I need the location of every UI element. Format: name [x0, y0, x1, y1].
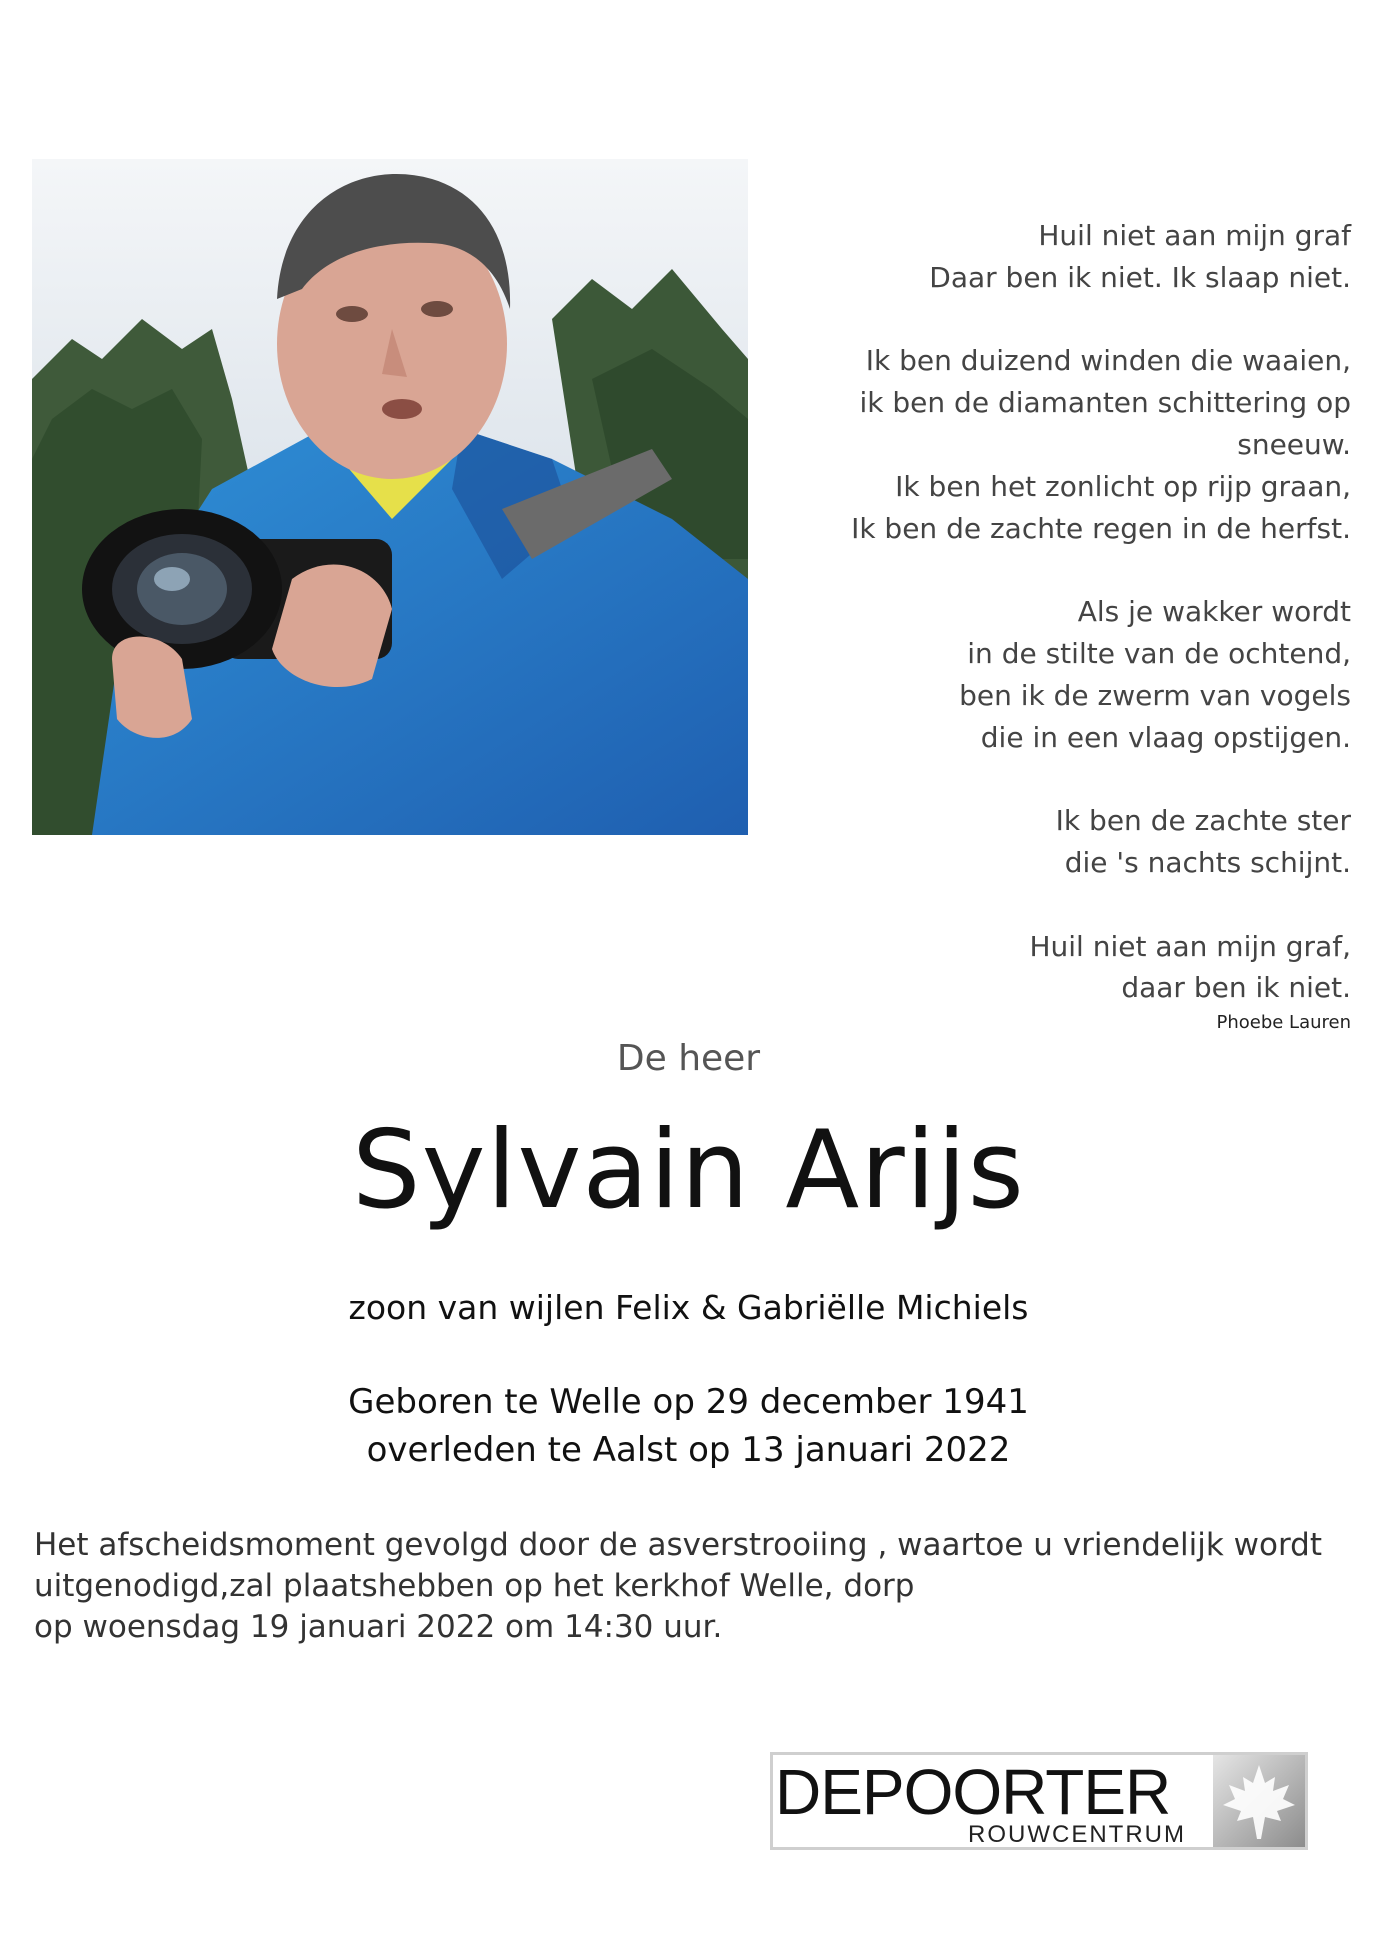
- portrait-photo: [32, 159, 748, 835]
- poem-author: Phoebe Lauren: [1216, 1012, 1351, 1034]
- poem-stanza: [711, 926, 1351, 1010]
- maple-leaf-icon: [1213, 1755, 1305, 1847]
- poem-line: Ik ben de zachte regen in de herfst.: [851, 511, 1351, 545]
- poem-stanza: [711, 800, 1351, 884]
- funeral-home-logo: [770, 1752, 1308, 1850]
- ceremony-announcement: [34, 1525, 1354, 1648]
- poem-line: in de stilte van de ochtend,: [967, 636, 1351, 670]
- poem-line: Ik ben duizend winden die waaien,: [865, 344, 1351, 378]
- poem-line: ben ik de zwerm van vogels: [959, 678, 1351, 712]
- logo-subtitle: ROUWCENTRUM: [968, 1821, 1186, 1848]
- poem-line: die in een vlaag opstijgen.: [980, 720, 1351, 754]
- death-line: overleden te Aalst op 13 januari 2022: [366, 1430, 1011, 1470]
- poem-line: Daar ben ik niet. Ik slaap niet.: [929, 260, 1351, 294]
- poem-stanza: [711, 340, 1351, 549]
- ceremony-line: uitgenodigd,zal plaatshebben op het kerkhof Welle, dorp: [34, 1568, 915, 1604]
- poem-line: daar ben ik niet.: [1121, 971, 1351, 1005]
- honorific: De heer: [616, 1038, 761, 1079]
- ceremony-line: Het afscheidsmoment gevolgd door de asverstrooiing , waartoe u vriendelijk wordt: [34, 1527, 1322, 1563]
- poem-stanza: [711, 215, 1351, 299]
- poem-line: Huil niet aan mijn graf,: [1029, 929, 1351, 963]
- poem-stanza: [711, 591, 1351, 758]
- logo-brand: DEPOORTER: [775, 1756, 1171, 1828]
- poem-line: die 's nachts schijnt.: [1064, 845, 1351, 879]
- birth-line: Geboren te Welle op 29 december 1941: [348, 1382, 1029, 1422]
- poem: [711, 215, 1351, 1035]
- poem-line: ik ben de diamanten schittering op: [859, 386, 1351, 420]
- poem-line: Ik ben de zachte ster: [1055, 804, 1351, 838]
- poem-line: Huil niet aan mijn graf: [1038, 219, 1351, 252]
- portrait-illustration: [32, 159, 748, 835]
- life-dates: [0, 1378, 1377, 1474]
- ceremony-line: op woensdag 19 januari 2022 om 14:30 uur.: [34, 1609, 723, 1645]
- poem-line: Ik ben het zonlicht op rijp graan,: [895, 469, 1351, 503]
- deceased-name: Sylvain Arijs: [352, 1108, 1025, 1233]
- poem-line: sneeuw.: [1237, 427, 1351, 461]
- parents-line: zoon van wijlen Felix & Gabriëlle Michiels: [348, 1288, 1029, 1327]
- poem-line: Als je wakker wordt: [1077, 595, 1351, 629]
